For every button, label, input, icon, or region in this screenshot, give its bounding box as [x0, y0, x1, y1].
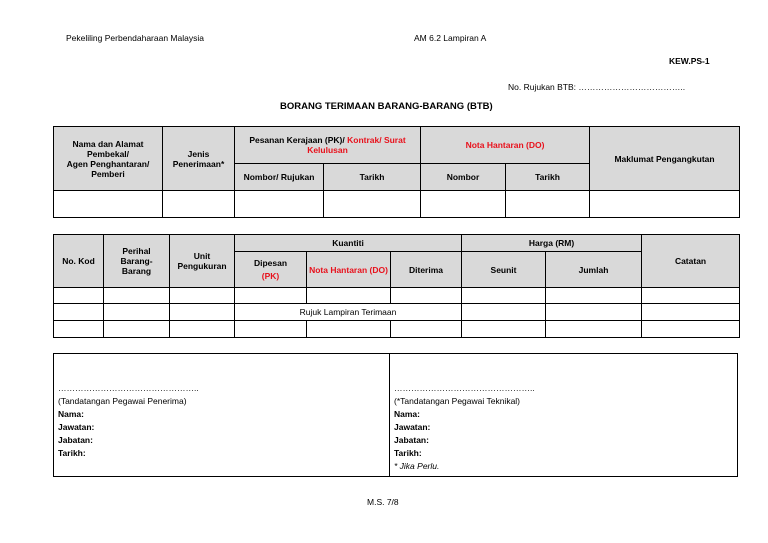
- table-cell[interactable]: [546, 288, 642, 304]
- header-publication: Pekeliling Perbendaharaan Malaysia: [66, 33, 204, 43]
- table-cell[interactable]: [54, 304, 104, 321]
- table-cell[interactable]: [391, 288, 462, 304]
- receiver-name-label: Nama:: [58, 409, 84, 419]
- signature-divider: [389, 353, 390, 477]
- technical-signature-line[interactable]: …………………………………………..: [394, 383, 535, 393]
- delivered-header: Nota Hantaran (DO): [307, 252, 391, 288]
- table-cell[interactable]: [307, 288, 391, 304]
- code-header: No. Kod: [54, 235, 104, 288]
- table-cell[interactable]: [462, 288, 546, 304]
- table-cell[interactable]: [104, 321, 170, 338]
- refer-attachment-cell: Rujuk Lampiran Terimaan: [235, 304, 462, 321]
- remarks-header: Catatan: [642, 235, 740, 288]
- pk-number-header: Nombor/ Rujukan: [235, 164, 324, 191]
- quantity-header: Kuantiti: [235, 235, 462, 252]
- items-table: [53, 234, 740, 338]
- agent-label: Agen Penghantaran/ Pemberi: [66, 158, 150, 179]
- received-header: Diterima: [391, 252, 462, 288]
- table-cell[interactable]: [235, 288, 307, 304]
- description-header: Perihal Barang-Barang: [104, 235, 170, 288]
- receiver-signature-caption: (Tandatangan Pegawai Penerima): [58, 396, 187, 406]
- table-cell[interactable]: [104, 288, 170, 304]
- supplier-table: [53, 126, 740, 218]
- receiver-signature-block: [58, 382, 199, 460]
- page-number: M.S. 7/8: [367, 497, 399, 507]
- technical-signature-block: [394, 382, 535, 473]
- table-cell[interactable]: [642, 288, 740, 304]
- transport-info-header: Maklumat Pengangkutan: [590, 127, 740, 191]
- pk-label: Pesanan Kerajaan (PK)/: [249, 135, 345, 145]
- pk-date-header: Tarikh: [324, 164, 421, 191]
- table-cell[interactable]: [170, 304, 235, 321]
- unit-price-header: Seunit: [462, 252, 546, 288]
- ordered-pk-label: (PK): [261, 271, 280, 281]
- table-cell[interactable]: [546, 304, 642, 321]
- unit-header: Unit Pengukuran: [170, 235, 235, 288]
- do-number-header: Nombor: [421, 164, 506, 191]
- pk-date-cell[interactable]: [324, 191, 421, 218]
- contract-label: Kontrak/ Surat Kelulusan: [307, 135, 406, 155]
- price-header: Harga (RM): [462, 235, 642, 252]
- table-cell[interactable]: [462, 321, 546, 338]
- table-cell[interactable]: [642, 321, 740, 338]
- supplier-label: Nama dan Alamat Pembekal/: [72, 138, 144, 159]
- table-cell[interactable]: [170, 288, 235, 304]
- table-cell[interactable]: [54, 288, 104, 304]
- do-date-header: Tarikh: [506, 164, 590, 191]
- technical-name-label: Nama:: [394, 409, 420, 419]
- supplier-cell[interactable]: [54, 191, 163, 218]
- table-cell[interactable]: [462, 304, 546, 321]
- table-cell[interactable]: [235, 321, 307, 338]
- supplier-header: [54, 127, 163, 191]
- table-cell[interactable]: [104, 304, 170, 321]
- delivery-note-header: Nota Hantaran (DO): [421, 127, 590, 164]
- table-cell[interactable]: [546, 321, 642, 338]
- receiver-position-label: Jawatan:: [58, 422, 95, 432]
- pk-number-cell[interactable]: [235, 191, 324, 218]
- if-needed-note: * Jika Perlu.: [394, 461, 440, 471]
- table-cell[interactable]: [54, 321, 104, 338]
- receipt-type-header: Jenis Penerimaan*: [163, 127, 235, 191]
- table-cell[interactable]: [642, 304, 740, 321]
- table-cell[interactable]: [307, 321, 391, 338]
- purchase-order-header: [235, 127, 421, 164]
- receiver-date-label: Tarikh:: [58, 448, 86, 458]
- total-header: Jumlah: [546, 252, 642, 288]
- ordered-label: Dipesan: [253, 258, 288, 268]
- receiver-department-label: Jabatan:: [58, 435, 93, 445]
- do-date-cell[interactable]: [506, 191, 590, 218]
- ordered-header: [235, 252, 307, 288]
- form-code: KEW.PS-1: [669, 56, 710, 66]
- table-cell[interactable]: [170, 321, 235, 338]
- header-appendix: AM 6.2 Lampiran A: [414, 33, 487, 43]
- form-title: BORANG TERIMAAN BARANG-BARANG (BTB): [280, 101, 493, 112]
- technical-position-label: Jawatan:: [394, 422, 431, 432]
- btb-reference: No. Rujukan BTB: ………………………………..: [508, 82, 686, 92]
- technical-department-label: Jabatan:: [394, 435, 429, 445]
- receiver-signature-line[interactable]: …………………………………………..: [58, 383, 199, 393]
- transport-info-cell[interactable]: [590, 191, 740, 218]
- do-number-cell[interactable]: [421, 191, 506, 218]
- receipt-type-cell[interactable]: [163, 191, 235, 218]
- table-cell[interactable]: [391, 321, 462, 338]
- technical-date-label: Tarikh:: [394, 448, 422, 458]
- technical-signature-caption: (*Tandatangan Pegawai Teknikal): [394, 396, 521, 406]
